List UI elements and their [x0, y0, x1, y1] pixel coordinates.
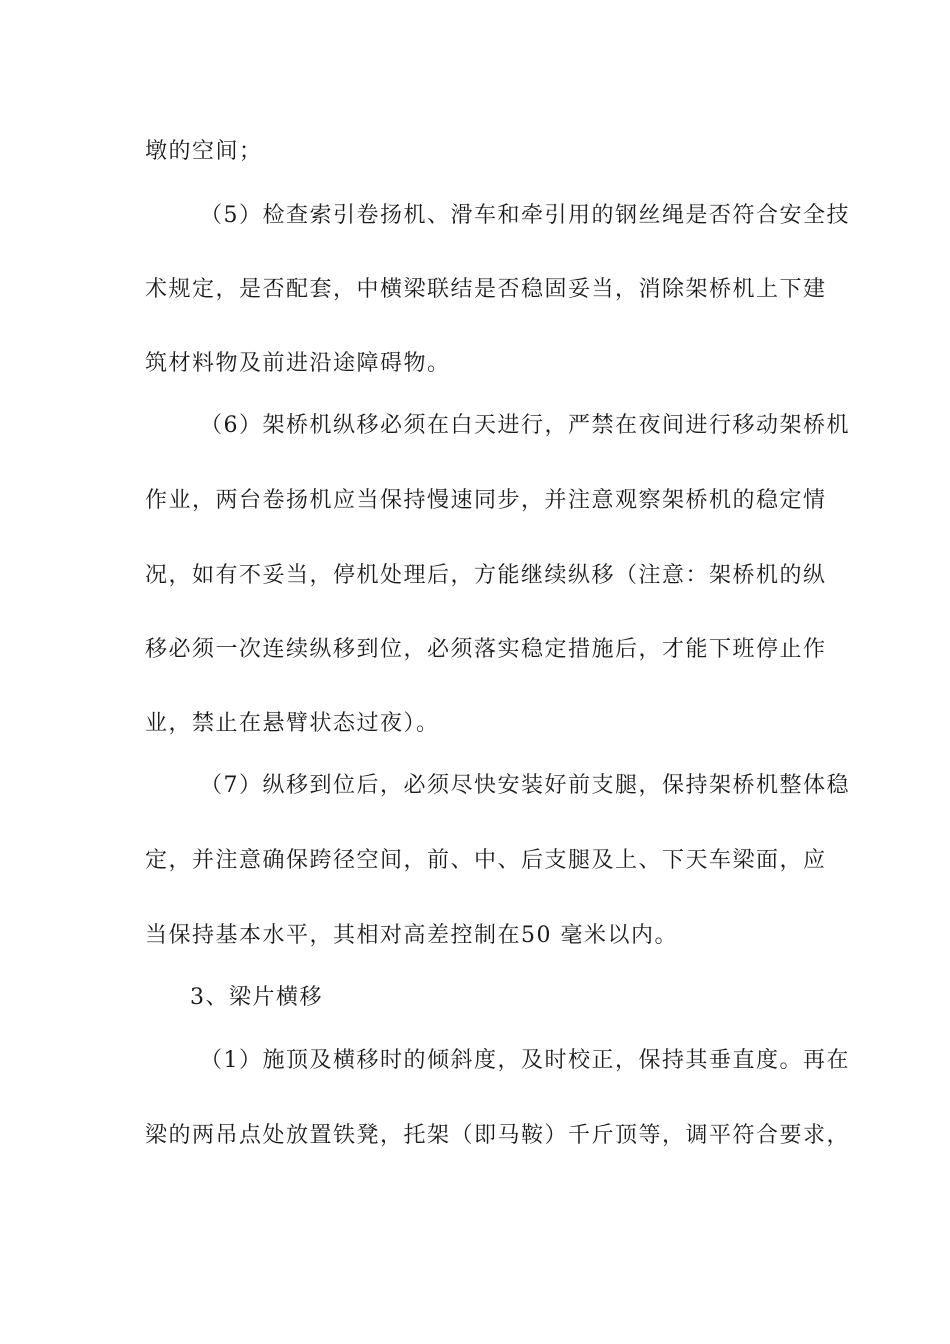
- paragraph-1-start: （1）施顶及横移时的倾斜度，及时校正，保持其垂直度。再在: [200, 1048, 850, 1073]
- text-line: 作业，两台卷扬机应当保持慢速同步，并注意观察架桥机的稳定情: [145, 488, 827, 513]
- text-line: 业，禁止在悬臂状态过夜）。: [145, 711, 440, 736]
- text-line: 当保持基本水平，其相对高差控制在50 毫米以内。: [145, 923, 678, 948]
- text-line: 定，并注意确保跨径空间，前、中、后支腿及上、下天车梁面，应: [145, 848, 827, 873]
- text-line: 况，如有不妥当，停机处理后，方能继续纵移（注意：架桥机的纵: [145, 563, 827, 588]
- text-line: 梁的两吊点处放置铁凳，托架（即马鞍）千斤顶等，调平符合要求，: [145, 1123, 851, 1148]
- text-line: 筑材料物及前进沿途障碍物。: [145, 351, 451, 376]
- text-line: 墩的空间；: [145, 139, 263, 164]
- paragraph-7-start: （7）纵移到位后，必须尽快安装好前支腿，保持架桥机整体稳: [200, 773, 850, 798]
- text-line: 术规定，是否配套，中横梁联结是否稳固妥当，消除架桥机上下建: [145, 277, 827, 302]
- text-line: 移必须一次连续纵移到位，必须落实稳定措施后，才能下班停止作: [145, 637, 827, 662]
- paragraph-5-start: （5）检查索引卷扬机、滑车和牵引用的钢丝绳是否符合安全技: [200, 203, 850, 228]
- paragraph-6-start: （6）架桥机纵移必须在白天进行，严禁在夜间进行移动架桥机: [200, 413, 850, 438]
- section-heading: 3、梁片横移: [190, 985, 323, 1010]
